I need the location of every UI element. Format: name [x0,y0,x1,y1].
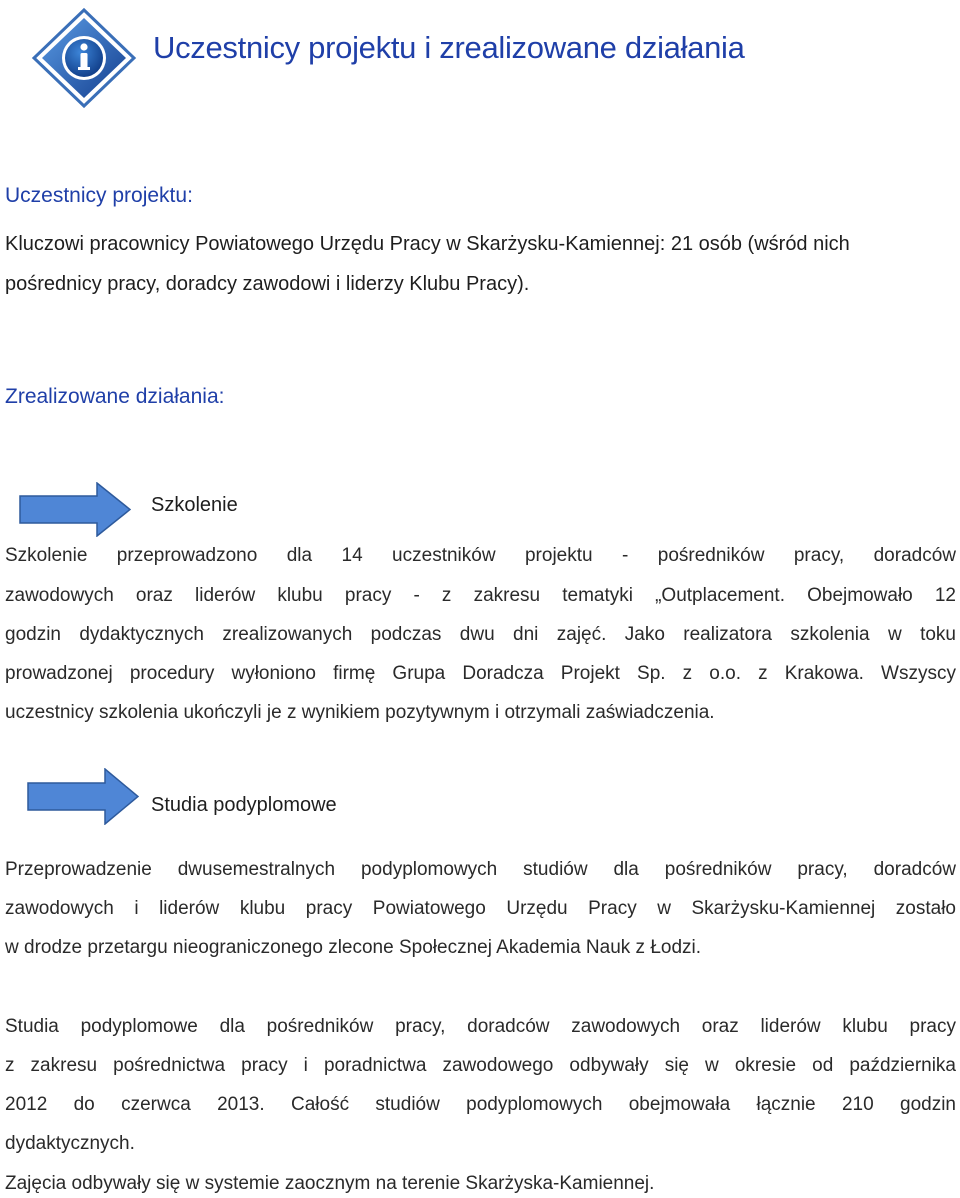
postgraduate-p1-line-3: w drodze przetargu nieograniczonego zlecone Społecznej Akademia Nauk z Łodzi. [5,937,702,958]
training-line-3: godzin dydaktycznych zrealizowanych podczas dwu dni zajęć. Jako realizatora szkolenia w toku [5,624,956,645]
training-line-4: prowadzonej procedury wyłoniono firmę Grupa Doradcza Projekt Sp. z o.o. z Krakowa. Wszyscy [5,663,956,684]
arrow-right-icon [27,768,139,825]
participants-heading: Uczestnicy projektu: [5,184,193,207]
postgraduate-p2-line-4: dydaktycznych. [5,1133,135,1154]
postgraduate-p1-line-1: Przeprowadzenie dwusemestralnych podyplomowych studiów dla pośredników pracy, doradców [5,859,956,880]
arrow-right-icon [19,482,131,537]
participants-line-1: Kluczowi pracownicy Powiatowego Urzędu Pracy w Skarżysku-Kamiennej: 21 osób (wśród nich [5,233,850,255]
actions-heading: Zrealizowane działania: [5,385,225,408]
page-title: Uczestnicy projektu i zrealizowane działania [153,30,745,65]
info-icon [30,6,138,110]
postgraduate-title: Studia podyplomowe [151,794,337,816]
postgraduate-p2-line-1: Studia podyplomowe dla pośredników pracy, doradców zawodowych oraz liderów klubu pracy [5,1016,956,1037]
postgraduate-p3: Zajęcia odbywały się w systemie zaocznym na terenie Skarżyska-Kamiennej. [5,1173,655,1194]
training-line-5: uczestnicy szkolenia ukończyli je z wynikiem pozytywnym i otrzymali zaświadczenia. [5,702,715,723]
training-line-2: zawodowych oraz liderów klubu pracy - z zakresu tematyki „Outplacement. Obejmowało 12 [5,585,956,606]
training-title: Szkolenie [151,494,238,516]
training-line-1: Szkolenie przeprowadzono dla 14 uczestników projektu - pośredników pracy, doradców [5,545,956,566]
participants-line-2: pośrednicy pracy, doradcy zawodowi i liderzy Klubu Pracy). [5,273,530,295]
postgraduate-p2-line-3: 2012 do czerwca 2013. Całość studiów podyplomowych obejmowała łącznie 210 godzin [5,1094,956,1115]
postgraduate-p1-line-2: zawodowych i liderów klubu pracy Powiatowego Urzędu Pracy w Skarżysku-Kamiennej zostało [5,898,956,919]
postgraduate-p2-line-2: z zakresu pośrednictwa pracy i poradnictwa zawodowego odbywały się w okresie od października [5,1055,956,1076]
